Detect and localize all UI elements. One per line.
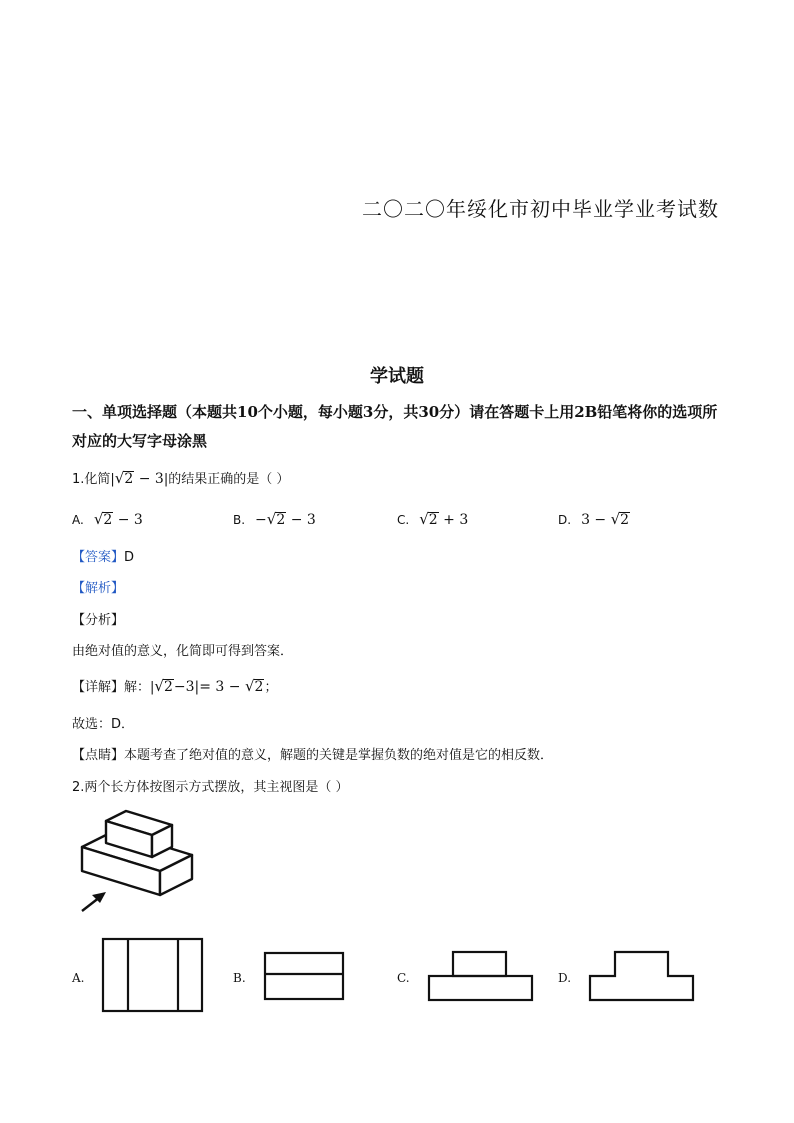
q2-option-a-figure[interactable] xyxy=(102,938,204,1014)
q2-option-a-label[interactable]: A. xyxy=(72,971,85,985)
answer-tag: 【答案】 xyxy=(72,550,125,565)
q1-analysis-tag: 【解析】 xyxy=(72,581,125,596)
q2-stem: 2.两个长方体按图示方式摆放，其主视图是（ ） xyxy=(72,780,349,795)
q2-option-c-label[interactable]: C. xyxy=(397,971,410,985)
q1-fenxi-tag: 【分析】 xyxy=(72,613,125,628)
q1-detail: 【详解】解：|√2−3|= 3 − √2； xyxy=(72,677,278,695)
q1-option-a[interactable]: A. √2 − 3 xyxy=(72,510,143,528)
q2-option-b-label[interactable]: B. xyxy=(233,971,246,985)
q1-comment: 【点睛】本题考查了绝对值的意义，解题的关键是掌握负数的绝对值是它的相反数． xyxy=(72,748,554,763)
q1-option-d[interactable]: D. 3 − √2 xyxy=(558,510,630,528)
q1-stem: 1.化简|√2 − 3|的结果正确的是（ ） xyxy=(72,469,290,487)
exam-header-title: 二〇二〇年绥化市初中毕业学业考试数 xyxy=(362,197,719,221)
answer-value: D xyxy=(124,550,135,565)
q2-option-b-figure[interactable] xyxy=(264,952,346,1002)
q2-option-d-figure[interactable] xyxy=(589,951,695,1003)
q2-option-d-label[interactable]: D. xyxy=(558,971,572,985)
q1-fenxi-text: 由绝对值的意义，化简即可得到答案． xyxy=(72,644,294,659)
q1-choose: 故选：D． xyxy=(72,717,135,732)
q1-answer xyxy=(72,546,134,565)
q1-option-c[interactable]: C. √2 + 3 xyxy=(397,510,469,528)
q2-isometric-figure xyxy=(70,805,205,917)
exam-subtitle: 学试题 xyxy=(370,366,424,387)
section-heading: 一、单项选择题（本题共10个小题，每小题3分，共30分）请在答题卡上用2B铅笔将你的选项所对应的大写字母涂黑 xyxy=(72,403,718,450)
q2-option-c-figure[interactable] xyxy=(428,951,534,1003)
q1-option-b[interactable]: B. −√2 − 3 xyxy=(233,510,316,528)
